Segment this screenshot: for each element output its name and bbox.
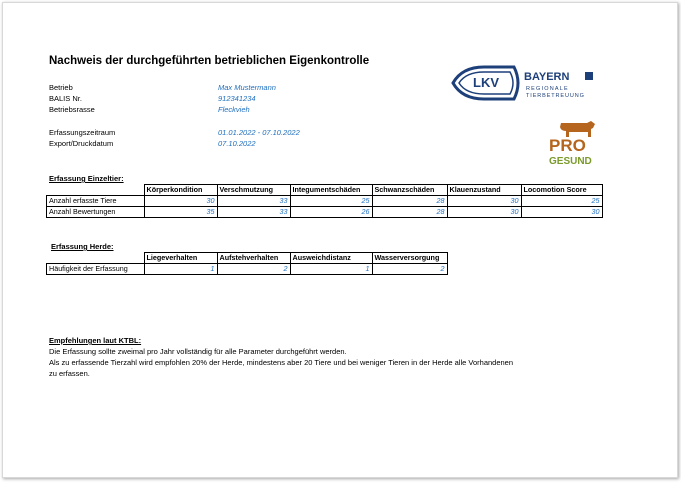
einzeltier-table bbox=[46, 184, 603, 218]
empfehlung-line-3: zu erfassen. bbox=[49, 369, 90, 378]
column-header: Liegeverhalten bbox=[144, 253, 217, 264]
herde-heading: Erfassung Herde: bbox=[51, 242, 114, 251]
bayern-text: BAYERN bbox=[524, 71, 570, 83]
table-cell: 26 bbox=[290, 207, 372, 218]
table-cell: 28 bbox=[372, 207, 447, 218]
column-header: Klauenzustand bbox=[447, 185, 521, 196]
value-betrieb: Max Mustermann bbox=[218, 83, 276, 92]
value-rasse: Fleckvieh bbox=[218, 105, 250, 114]
table-cell: 1 bbox=[144, 264, 217, 275]
label-rasse: Betriebsrasse bbox=[49, 105, 95, 114]
table-cell: 33 bbox=[217, 196, 290, 207]
empfehlung-line-2: Als zu erfassende Tierzahl wird empfohlen 20% der Herde, mindestens aber 20 Tiere und bei weniger Tieren in der Herde alle Vorhandenen bbox=[49, 358, 514, 367]
tierbetreuung-text: TIERBETREUUNG bbox=[526, 93, 585, 99]
value-balis: 912341234 bbox=[218, 94, 256, 103]
label-betrieb: Betrieb bbox=[49, 83, 73, 92]
value-zeitraum: 01.01.2022 - 07.10.2022 bbox=[218, 128, 300, 137]
table-cell: 1 bbox=[290, 264, 372, 275]
table-cell: 2 bbox=[372, 264, 447, 275]
empfehlung-line-1: Die Erfassung sollte zweimal pro Jahr vollständig für alle Parameter durchgeführt werden. bbox=[49, 347, 347, 356]
table-cell: 33 bbox=[217, 207, 290, 218]
table-cell: 30 bbox=[447, 196, 521, 207]
gesund-text: GESUND bbox=[549, 156, 592, 167]
table-cell: 30 bbox=[447, 207, 521, 218]
table-cell: 35 bbox=[144, 207, 217, 218]
row-label: Häufigkeit der Erfassung bbox=[47, 264, 145, 275]
empfehlungen-heading: Empfehlungen laut KTBL: bbox=[49, 336, 142, 345]
herde-table bbox=[46, 252, 448, 275]
column-header: Verschmutzung bbox=[217, 185, 290, 196]
column-header: Schwanzschäden bbox=[372, 185, 447, 196]
column-header: Locomotion Score bbox=[521, 185, 602, 196]
table-header-row bbox=[47, 253, 448, 264]
label-druckdatum: Export/Druckdatum bbox=[49, 139, 114, 148]
column-header: Ausweichdistanz bbox=[290, 253, 372, 264]
regionale-text: REGIONALE bbox=[526, 86, 569, 92]
pro-gesund-logo bbox=[547, 119, 603, 169]
column-header: Körperkondition bbox=[144, 185, 217, 196]
table-cell: 30 bbox=[521, 207, 602, 218]
column-header: Integumentschäden bbox=[290, 185, 372, 196]
row-label: Anzahl Bewertungen bbox=[47, 207, 145, 218]
table-row bbox=[47, 264, 448, 275]
table-cell: 2 bbox=[217, 264, 290, 275]
table-row bbox=[47, 196, 603, 207]
table-cell: 30 bbox=[144, 196, 217, 207]
lkv-bayern-logo bbox=[450, 63, 600, 103]
column-header: Wasserversorgung bbox=[372, 253, 447, 264]
row-label: Anzahl erfasste Tiere bbox=[47, 196, 145, 207]
page-title: Nachweis der durchgeführten betrieblichen Eigenkontrolle bbox=[49, 55, 370, 67]
column-header: Aufstehverhalten bbox=[217, 253, 290, 264]
lkv-emblem-icon bbox=[450, 63, 600, 103]
value-druckdatum: 07.10.2022 bbox=[218, 139, 256, 148]
table-cell: 25 bbox=[290, 196, 372, 207]
einzeltier-heading: Erfassung Einzeltier: bbox=[49, 174, 124, 183]
document-page bbox=[2, 2, 678, 478]
lkv-text: LKV bbox=[473, 75, 499, 90]
table-header-row bbox=[47, 185, 603, 196]
table-corner bbox=[47, 185, 145, 196]
table-corner bbox=[47, 253, 145, 264]
table-row bbox=[47, 207, 603, 218]
cow-icon bbox=[547, 119, 603, 169]
table-cell: 28 bbox=[372, 196, 447, 207]
table-cell: 25 bbox=[521, 196, 602, 207]
label-zeitraum: Erfassungszeitraum bbox=[49, 128, 116, 137]
label-balis: BALIS Nr. bbox=[49, 94, 82, 103]
pro-text: PRO bbox=[549, 136, 586, 155]
